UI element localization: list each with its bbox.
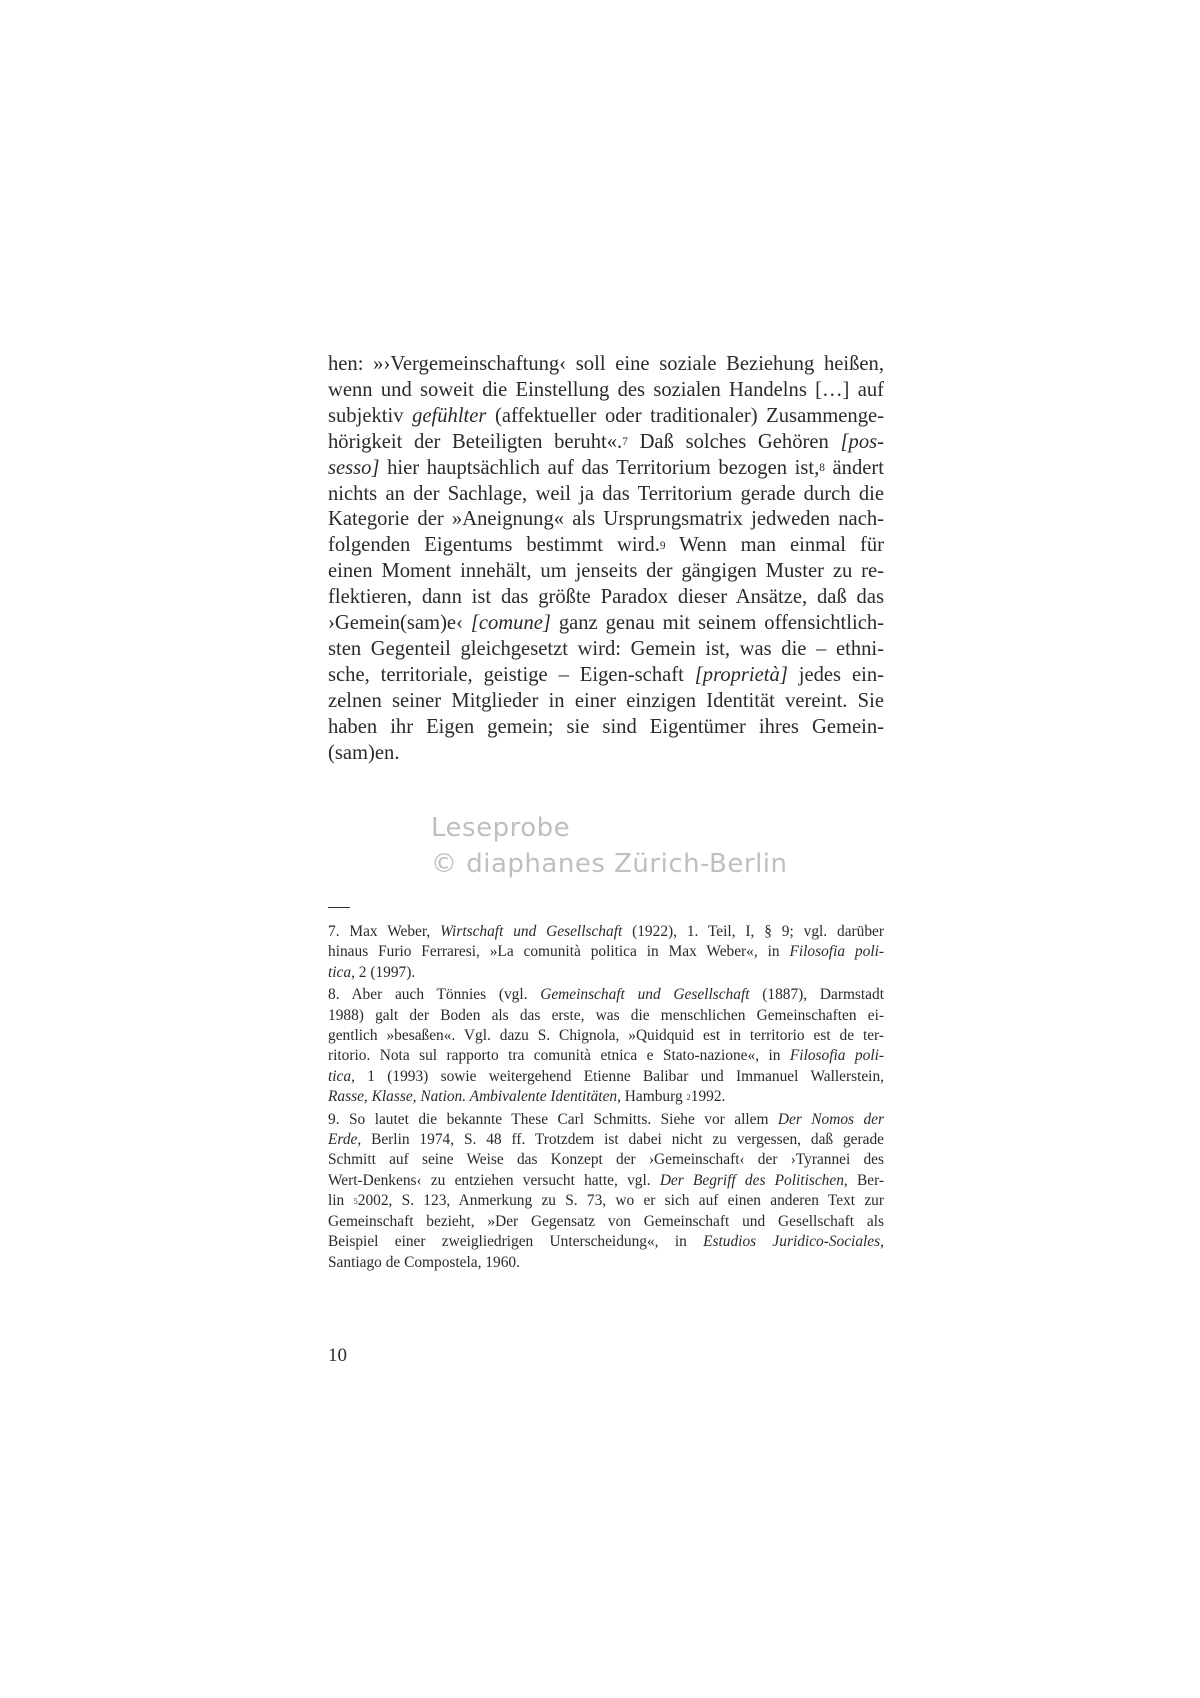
footnote-line: Gemeinschaft bezieht, »Der Gegensatz von Gemeinschaft und Gesellschaft als xyxy=(328,1212,884,1230)
footnotes xyxy=(328,922,884,1275)
body-text-line: folgenden Eigentums bestimmt wird.$^9$ Wenn man einmal für xyxy=(328,534,884,557)
footnote-line: Erde, Berlin 1974, S. 48 ff. Trotzdem ist dabei nicht zu vergessen, daß gerade xyxy=(328,1131,884,1149)
footnote-line: tica, 1 (1993) sowie weitergehend Etienne Balibar und Immanuel Wallerstein, xyxy=(328,1067,884,1085)
body-text-line: wenn und soweit die Einstellung des sozialen Handelns […] auf xyxy=(328,378,884,401)
body-text-line: hörigkeit der Beteiligten beruht«.$^7$ Daß solches Gehören [pos- xyxy=(328,430,884,453)
footnote-line: hinaus Furio Ferraresi, »La comunità politica in Max Weber«, in Filosofia poli- xyxy=(328,943,885,961)
footnote-line: ritorio. Nota sul rapporto tra comunità etnica e Stato-nazione«, in Filosofia poli- xyxy=(328,1047,884,1065)
footnote-line: Beispiel einer zweigliedrigen Unterscheidung«, in Estudios Juridico-Sociales, xyxy=(328,1233,884,1251)
watermark-line-2: © diaphanes Zürich-Berlin xyxy=(431,849,788,879)
body-text-line: sten Gegenteil gleichgesetzt wird: Gemein ist, was die – ethni- xyxy=(328,637,884,660)
watermark xyxy=(431,810,788,882)
footnote-line: Wert-Denkens‹ zu entziehen versucht hatte, vgl. Der Begriff des Politischen, Ber- xyxy=(328,1171,885,1189)
footnote-line: Santiago de Compostela, 1960. xyxy=(328,1253,520,1271)
footnote-line: tica, 2 (1997). xyxy=(328,963,416,981)
footnote-line: 9. So lautet die bekannte These Carl Schmitts. Siehe vor allem Der Nomos der xyxy=(328,1110,884,1128)
footnote-8 xyxy=(328,985,884,1107)
footnote-line: 1988) galt der Boden als das erste, was die menschlichen Gemeinschaften ei- xyxy=(328,1006,884,1024)
footnote-line: Schmitt auf seine Weise das Konzept der ›Gemeinschaft‹ der ›Tyrannei des xyxy=(328,1151,884,1169)
footnote-9 xyxy=(328,1110,884,1273)
body-text xyxy=(328,352,884,767)
body-text-line: einen Moment innehält, um jenseits der gängigen Muster zu re- xyxy=(328,560,884,583)
body-text-line: subjektiv gefühlter (affektueller oder traditionaler) Zusammenge- xyxy=(328,404,884,427)
body-text-line: zelnen seiner Mitglieder in einer einzigen Identität vereint. Sie xyxy=(328,689,884,712)
footnote-7 xyxy=(328,922,884,983)
page-number: 10 xyxy=(328,1345,347,1366)
body-text-line: flektieren, dann ist das größte Paradox dieser Ansätze, daß das xyxy=(328,586,884,609)
watermark-line-1: Leseprobe xyxy=(431,813,571,843)
body-text-line: ›Gemein(sam)e‹ [comune] ganz genau mit seinem offensichtlich- xyxy=(328,612,884,635)
footnote-separator xyxy=(328,907,350,908)
footnote-line: gentlich »besaßen«. Vgl. dazu S. Chignola, »Quidquid est in territorio est de ter- xyxy=(328,1027,884,1045)
body-text-line: hen: »›Vergemeinschaftung‹ soll eine soziale Beziehung heißen, xyxy=(328,353,884,375)
body-text-line: Kategorie der »Aneignung« als Ursprungsmatrix jedweden nach- xyxy=(328,508,884,531)
footnote-line: 8. Aber auch Tönnies (vgl. Gemeinschaft und Gesellschaft (1887), Darmstadt xyxy=(328,986,884,1004)
body-text-line: (sam)en. xyxy=(328,741,400,764)
footnote-line: 7. Max Weber, Wirtschaft und Gesellschaft (1922), 1. Teil, I, § 9; vgl. darüber xyxy=(328,923,884,940)
body-text-line: sesso] hier hauptsächlich auf das Territorium bezogen ist,$^8$ ändert xyxy=(328,456,884,479)
footnote-line: lin $^5$2002, S. 123, Anmerkung zu S. 73, wo er sich auf einen anderen Text zur xyxy=(328,1192,884,1210)
body-text-line: sche, territoriale, geistige – Eigen-schaft [proprietà] jedes ein- xyxy=(328,663,884,686)
footnote-line: Rasse, Klasse, Nation. Ambivalente Identitäten, Hamburg $^2$1992. xyxy=(328,1088,726,1106)
body-text-line: haben ihr Eigen gemein; sie sind Eigentümer ihres Gemein- xyxy=(328,715,884,738)
body-text-line: nichts an der Sachlage, weil ja das Territorium gerade durch die xyxy=(328,482,884,505)
